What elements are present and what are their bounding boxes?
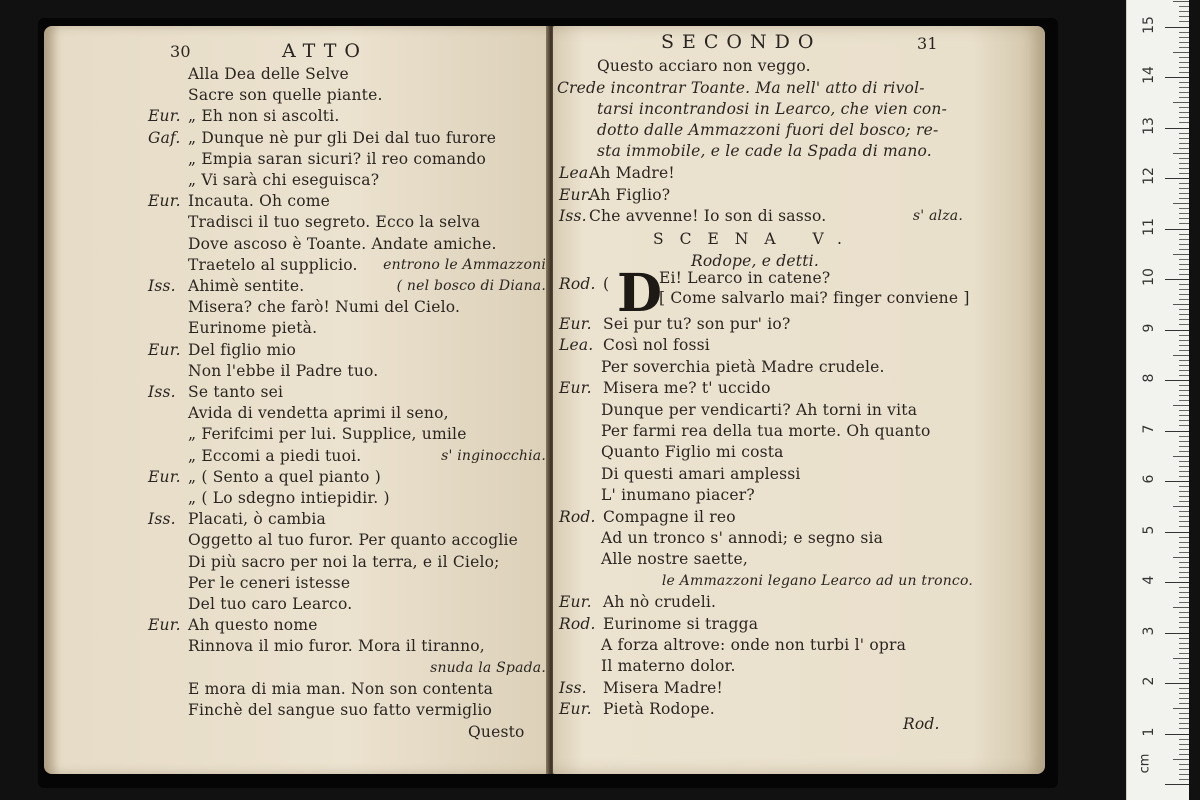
ruler-tick: [1179, 436, 1189, 437]
verse-line: Traetelo al supplicio.: [188, 255, 358, 274]
ruler-tick: [1179, 309, 1189, 310]
stage-direction-line: tarsi incontrandosi in Learco, che vien con-: [597, 100, 948, 118]
ruler-tick: [1179, 62, 1189, 63]
verse-line: Misera? che farò! Numi del Cielo.: [188, 298, 461, 317]
ruler-tick: [1179, 592, 1189, 593]
stage-direction-line: sta immobile, e le cade la Spada di mano.: [597, 142, 932, 160]
verse-line: Ah Figlio?: [589, 185, 671, 204]
ruler-tick: [1179, 410, 1189, 411]
verse-line: „ Dunque nè pur gli Dei dal tuo furore: [188, 128, 497, 147]
verse-line: Alla Dea delle Selve: [188, 65, 349, 83]
ruler-tick: [1179, 617, 1189, 618]
ruler-number: 10: [1141, 268, 1157, 286]
right-running-head: SECONDO: [661, 31, 822, 53]
verse-line: Se tanto sei: [188, 383, 284, 401]
ruler-tick: [1173, 759, 1189, 760]
verse-line: Per soverchia pietà Madre crudele.: [601, 357, 885, 376]
stage-direction-line: dotto dalle Ammazzoni fuori del bosco; re-: [597, 121, 939, 139]
ruler-tick: [1179, 415, 1189, 416]
speaker-label: Eur.: [559, 185, 592, 204]
speaker-label: Gaf.: [148, 128, 181, 147]
stage-direction: ( nel bosco di Diana.: [396, 278, 546, 294]
ruler-tick: [1179, 466, 1189, 467]
left-page: [44, 26, 550, 774]
ruler-tick: [1179, 491, 1189, 492]
ruler-tick: [1179, 703, 1189, 704]
ruler-number: 1: [1141, 727, 1157, 736]
ruler-tick: [1179, 496, 1189, 497]
ruler-tick: [1165, 279, 1189, 280]
ruler-tick: [1179, 400, 1189, 401]
verse-line: Oggetto al tuo furor. Per quanto accoglie: [188, 531, 519, 550]
ruler-tick: [1179, 587, 1189, 588]
ruler-number: 7: [1141, 424, 1157, 433]
speaker-label: Eur.: [148, 616, 181, 635]
ruler-tick: [1179, 289, 1189, 290]
ruler-number: 14: [1141, 66, 1157, 84]
ruler-tick: [1179, 193, 1189, 194]
ruler-tick: [1179, 249, 1189, 250]
ruler-tick: [1173, 506, 1189, 507]
speaker-label: Eur.: [559, 593, 592, 612]
ruler-tick: [1179, 97, 1189, 98]
verse-line: Misera Madre!: [603, 678, 723, 697]
rod-speaker: Rod.: [559, 275, 596, 293]
ruler-tick: [1179, 754, 1189, 755]
verse-line: Questo acciaro non veggo.: [597, 57, 811, 75]
ruler-tick: [1179, 779, 1189, 780]
speaker-label: Iss.: [148, 277, 176, 295]
ruler-tick: [1179, 718, 1189, 719]
ruler-tick: [1173, 557, 1189, 558]
ruler-tick: [1165, 330, 1189, 331]
ruler-tick: [1179, 87, 1189, 88]
verse-line: Ad un tronco s' annodi; e segno sia: [601, 529, 884, 547]
ruler-tick: [1179, 158, 1189, 159]
ruler-tick: [1179, 335, 1189, 336]
ruler-tick: [1179, 138, 1189, 139]
ruler-tick: [1165, 532, 1189, 533]
ruler-tick: [1179, 163, 1189, 164]
ruler-tick: [1179, 678, 1189, 679]
ruler-tick: [1179, 597, 1189, 598]
verse-line: „ Ferifcimi per lui. Supplice, umile: [188, 425, 467, 444]
verse-line: Finchè del sangue suo fatto vermiglio: [188, 701, 493, 719]
ruler-tick: [1179, 244, 1189, 245]
drop-cap: D: [617, 263, 663, 324]
ruler-tick: [1179, 239, 1189, 240]
right-catchword: Rod.: [903, 715, 940, 733]
ruler-tick: [1179, 693, 1189, 694]
verse-line: Di questi amari amplessi: [601, 464, 801, 483]
ruler-tick: [1179, 340, 1189, 341]
scene-heading: SCENA V.: [653, 230, 858, 248]
right-page: [553, 26, 1045, 774]
speaker-label: Eur.: [148, 192, 181, 211]
ruler-tick: [1179, 521, 1189, 522]
ruler-tick: [1165, 128, 1189, 129]
ruler-tick: [1179, 461, 1189, 462]
speaker-label: Eur.: [148, 467, 181, 486]
ruler-tick: [1179, 208, 1189, 209]
verse-line: Dove ascoso è Toante. Andate amiche.: [188, 234, 497, 253]
ruler-tick: [1165, 178, 1189, 179]
ruler-tick: [1173, 607, 1189, 608]
ruler-tick: [1165, 582, 1189, 583]
verse-line: Avida di vendetta aprimi il seno,: [188, 404, 449, 423]
speaker-label: Rod.: [559, 507, 596, 526]
ruler-number: 2: [1141, 676, 1157, 686]
stage-direction: s' alza.: [912, 208, 963, 224]
ruler-tick: [1179, 537, 1189, 538]
ruler-tick: [1173, 658, 1189, 659]
speaker-label: Eur.: [559, 700, 592, 719]
scene-characters: Rodope, e detti.: [691, 252, 819, 270]
rod-line-2: [ Come salvarlo mai? finger conviene ]: [659, 289, 970, 307]
stage-direction: snuda la Spada.: [430, 659, 546, 676]
speaker-label: Eur.: [559, 379, 592, 398]
verse-line: Che avvenne! Io son di sasso.: [589, 207, 827, 225]
measurement-ruler: [1126, 0, 1189, 800]
verse-line: E mora di mia man. Non son contenta: [188, 679, 494, 698]
ruler-tick: [1179, 148, 1189, 149]
ruler-tick: [1179, 47, 1189, 48]
ruler-tick: [1179, 577, 1189, 578]
ruler-tick: [1179, 198, 1189, 199]
verse-line: Ah nò crudeli.: [603, 593, 717, 612]
ruler-tick: [1179, 72, 1189, 73]
ruler-tick: [1179, 314, 1189, 315]
ruler-tick: [1165, 734, 1189, 735]
ruler-tick: [1179, 269, 1189, 270]
ruler-tick: [1179, 723, 1189, 724]
ruler-tick: [1179, 37, 1189, 38]
verse-line: Dunque per vendicarti? Ah torni in vita: [601, 400, 918, 419]
ruler-tick: [1179, 16, 1189, 17]
ruler-tick: [1179, 769, 1189, 770]
ruler-tick: [1165, 380, 1189, 381]
ruler-tick: [1179, 451, 1189, 452]
ruler-tick: [1179, 122, 1189, 123]
ruler-tick: [1179, 622, 1189, 623]
ruler-number: 13: [1141, 116, 1157, 135]
ruler-tick: [1179, 117, 1189, 118]
ruler-number: 12: [1141, 167, 1157, 185]
ruler-tick: [1179, 218, 1189, 219]
ruler-tick: [1179, 112, 1189, 113]
ruler-tick: [1179, 350, 1189, 351]
ruler-tick: [1179, 264, 1189, 265]
ruler-tick: [1179, 259, 1189, 260]
ruler-tick: [1179, 542, 1189, 543]
ruler-tick: [1179, 365, 1189, 366]
speaker-label: Lea.: [559, 164, 594, 182]
speaker-label: Lea.: [559, 336, 594, 355]
ruler-tick: [1173, 102, 1189, 103]
ruler-tick: [1179, 294, 1189, 295]
ruler-tick: [1179, 360, 1189, 361]
verse-line: Ah questo nome: [188, 616, 318, 635]
ruler-number: 3: [1141, 626, 1157, 635]
ruler-tick: [1179, 188, 1189, 189]
ruler-tick: [1179, 648, 1189, 649]
ruler-tick: [1179, 643, 1189, 644]
ruler-tick: [1179, 612, 1189, 613]
ruler-tick: [1179, 698, 1189, 699]
ruler-tick: [1179, 547, 1189, 548]
ruler-tick: [1179, 425, 1189, 426]
left-catchword: Questo: [468, 723, 525, 741]
verse-line: „ Vi sarà chi eseguisca?: [188, 171, 380, 189]
ruler-tick: [1173, 456, 1189, 457]
ruler-tick: [1179, 223, 1189, 224]
ruler-tick: [1179, 82, 1189, 83]
ruler-tick: [1179, 688, 1189, 689]
stage-direction-line: Crede incontrar Toante. Ma nell' atto di rivol-: [557, 79, 925, 97]
verse-line: „ Eccomi a piedi tuoi.: [188, 446, 362, 465]
ruler-tick: [1179, 324, 1189, 325]
ruler-tick: [1179, 21, 1189, 22]
ruler-tick: [1179, 663, 1189, 664]
ruler-tick: [1179, 511, 1189, 512]
ruler-tick: [1179, 744, 1189, 745]
ruler-tick: [1173, 203, 1189, 204]
ruler-tick: [1165, 784, 1189, 785]
ruler-tick: [1179, 653, 1189, 654]
speaker-label: Iss.: [559, 678, 587, 697]
ruler-tick: [1179, 319, 1189, 320]
ruler-tick: [1179, 107, 1189, 108]
speaker-label: Iss.: [148, 383, 176, 401]
ruler-tick: [1179, 385, 1189, 386]
left-running-head: ATTO: [282, 40, 368, 62]
ruler-tick: [1179, 213, 1189, 214]
ruler-number: 15: [1141, 15, 1157, 34]
ruler-tick: [1179, 57, 1189, 58]
ruler-tick: [1179, 32, 1189, 33]
ruler-tick: [1179, 420, 1189, 421]
ruler-tick: [1165, 77, 1189, 78]
ruler-tick: [1165, 683, 1189, 684]
ruler-tick: [1179, 183, 1189, 184]
ruler-tick: [1179, 173, 1189, 174]
ruler-tick: [1179, 284, 1189, 285]
speaker-label: Iss.: [559, 207, 587, 225]
ruler-tick: [1179, 516, 1189, 517]
ruler-tick: [1179, 370, 1189, 371]
verse-line: Rinnova il mio furor. Mora il tiranno,: [188, 637, 485, 656]
ruler-tick: [1179, 627, 1189, 628]
verse-line: „ ( Lo sdegno intiepidir. ): [188, 489, 390, 507]
ruler-tick: [1173, 1, 1189, 2]
stage-direction: entrono le Ammazzoni: [383, 256, 546, 273]
ruler-tick: [1179, 638, 1189, 639]
verse-line: Alle nostre saette,: [601, 550, 748, 569]
verse-line: Così nol fossi: [603, 336, 710, 355]
right-page-number: 31: [917, 34, 938, 53]
open-paren: (: [603, 275, 610, 293]
ruler-tick: [1179, 92, 1189, 93]
verse-line: „ Eh non si ascolti.: [188, 107, 340, 126]
verse-line: L' inumano piacer?: [601, 486, 755, 505]
left-page-number: 30: [170, 42, 191, 61]
verse-line: A forza altrove: onde non turbi l' opra: [601, 636, 907, 654]
ruler-number: 5: [1141, 525, 1157, 534]
verse-line: Per le ceneri istesse: [188, 573, 351, 592]
verse-line: Eurinome pietà.: [188, 319, 318, 338]
verse-line: Non l'ebbe il Padre tuo.: [188, 361, 379, 380]
speaker-label: Rod.: [559, 614, 596, 633]
verse-line: Del figlio mio: [188, 340, 297, 359]
ruler-tick: [1179, 345, 1189, 346]
speaker-label: Eur.: [559, 315, 592, 333]
ruler-tick: [1179, 395, 1189, 396]
verse-line: Pietà Rodope.: [603, 700, 715, 719]
ruler-tick: [1179, 526, 1189, 527]
ruler-number: 9: [1141, 323, 1157, 332]
ruler-tick: [1179, 774, 1189, 775]
ruler-number: 6: [1141, 474, 1157, 484]
rod-line-1: Ei! Learco in catene?: [659, 269, 831, 287]
ruler-tick: [1179, 552, 1189, 553]
ruler-tick: [1179, 471, 1189, 472]
ruler-tick: [1179, 390, 1189, 391]
ruler-tick: [1179, 673, 1189, 674]
verse-line: Quanto Figlio mi costa: [601, 443, 784, 462]
stage-direction: s' inginocchia.: [441, 447, 546, 464]
ruler-tick: [1179, 476, 1189, 477]
speaker-label: Iss.: [148, 510, 176, 529]
stage-direction: le Ammazzoni legano Learco ad un tronco.: [661, 572, 973, 589]
ruler-tick: [1173, 153, 1189, 154]
verse-line: Per farmi rea della tua morte. Oh quanto: [601, 422, 931, 440]
ruler-tick: [1179, 713, 1189, 714]
ruler-tick: [1179, 486, 1189, 487]
ruler-tick: [1165, 431, 1189, 432]
verse-line: „ Empia saran sicuri? il reo comando: [188, 149, 487, 168]
verse-line: Ah Madre!: [589, 164, 675, 182]
ruler-tick: [1179, 446, 1189, 447]
ruler-tick: [1179, 602, 1189, 603]
ruler-tick: [1179, 749, 1189, 750]
verse-line: Incauta. Oh come: [188, 192, 331, 211]
ruler-tick: [1179, 42, 1189, 43]
ruler-tick: [1179, 6, 1189, 7]
ruler-tick: [1179, 441, 1189, 442]
ruler-tick: [1179, 764, 1189, 765]
ruler-tick: [1179, 739, 1189, 740]
ruler-tick: [1173, 355, 1189, 356]
ruler-tick: [1179, 299, 1189, 300]
verse-line: Sacre son quelle piante.: [188, 86, 383, 105]
ruler-tick: [1173, 405, 1189, 406]
verse-line: Ahimè sentite.: [188, 277, 305, 295]
verse-line: Sei pur tu? son pur' io?: [603, 315, 791, 333]
ruler-tick: [1179, 11, 1189, 12]
ruler-number: 4: [1141, 575, 1157, 585]
ruler-tick: [1179, 375, 1189, 376]
ruler-tick: [1179, 234, 1189, 235]
ruler-tick: [1179, 668, 1189, 669]
ruler-tick: [1173, 254, 1189, 255]
ruler-number: 11: [1141, 217, 1157, 236]
ruler-tick: [1173, 52, 1189, 53]
speaker-label: Eur.: [148, 340, 181, 359]
ruler-tick: [1179, 567, 1189, 568]
verse-line: Compagne il reo: [603, 507, 736, 526]
ruler-tick: [1165, 229, 1189, 230]
speaker-label: Eur.: [148, 107, 181, 126]
ruler-unit: cm: [1137, 753, 1153, 774]
ruler-tick: [1179, 562, 1189, 563]
ruler-tick: [1179, 501, 1189, 502]
ruler-tick: [1179, 572, 1189, 573]
ruler-tick: [1179, 274, 1189, 275]
ruler-tick: [1173, 304, 1189, 305]
verse-line: Il materno dolor.: [601, 657, 736, 676]
verse-line: Del tuo caro Learco.: [188, 595, 353, 613]
verse-line: Eurinome si tragga: [603, 614, 759, 633]
ruler-tick: [1165, 27, 1189, 28]
ruler-number: 8: [1141, 373, 1157, 383]
verse-line: „ ( Sento a quel pianto ): [188, 467, 381, 486]
verse-line: Di più sacro per noi la terra, e il Cielo;: [188, 552, 500, 571]
ruler-tick: [1179, 143, 1189, 144]
ruler-tick: [1165, 481, 1189, 482]
verse-line: Tradisci il tuo segreto. Ecco la selva: [188, 213, 481, 232]
ruler-tick: [1179, 168, 1189, 169]
verse-line: Placati, ò cambia: [188, 510, 326, 529]
ruler-tick: [1179, 133, 1189, 134]
verse-line: Misera me? t' uccido: [603, 379, 771, 398]
ruler-tick: [1165, 633, 1189, 634]
ruler-tick: [1179, 728, 1189, 729]
ruler-tick: [1179, 67, 1189, 68]
ruler-tick: [1173, 708, 1189, 709]
